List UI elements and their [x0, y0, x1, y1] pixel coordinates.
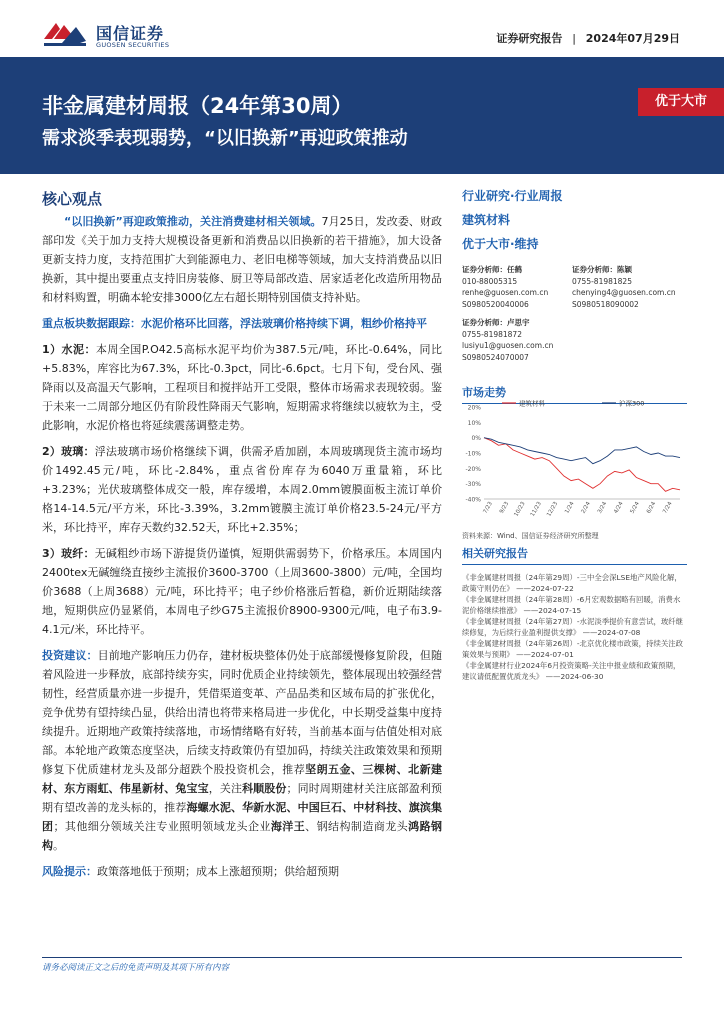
footer-divider	[42, 957, 682, 958]
report-title: 非金属建材周报（24年第30周）	[42, 94, 353, 118]
y-tick-label: 10%	[467, 419, 481, 427]
logo-text-en: GUOSEN SECURITIES	[96, 41, 170, 49]
related-reports	[462, 545, 687, 683]
stock-haiyangwang: 海洋王	[270, 820, 306, 833]
related-title: 《非金属建材周报（24年第27周）-水泥淡季提价有意尝试，玻纤继续修复，为后续行业盈利提供支撑》	[462, 617, 684, 637]
rating-badge: 优于大市	[638, 88, 724, 116]
guosen-logo	[42, 17, 192, 51]
research-type: 行业研究·行业周报	[462, 189, 563, 203]
footer-disclaimer: 请务必阅读正文之后的免责声明及其项下所有内容	[42, 963, 230, 973]
meta-divider: |	[572, 32, 576, 45]
logo-text: 国信证券	[96, 24, 165, 43]
y-tick-label: 0%	[471, 435, 481, 443]
x-tick-label: 1/24	[564, 501, 576, 515]
related-title: 《非金属建材周报（24年第29周）-三中全会深LSE地产风险化解，政策守则仍在》	[462, 573, 682, 593]
related-title: 《非金属建材周报（24年第26周）-北京优化楼市政策，持续关注政策效果与预期》	[462, 639, 684, 659]
report-subtitle: 需求淡季表现弱势，“以旧换新”再迎政策推动	[42, 128, 408, 149]
x-tick-label: 11/23	[529, 501, 543, 518]
legend-label: 沪深300	[619, 399, 645, 408]
risk-lead: 风险提示：	[42, 865, 97, 878]
paragraph-cement	[42, 340, 442, 435]
x-tick-label: 6/24	[645, 501, 658, 515]
analyst-phone: 0755-81981872	[462, 329, 522, 339]
core-heading: 核心观点	[42, 190, 103, 208]
policy-lead: “以旧换新”再迎政策推动，关注消费建材相关领域。	[64, 215, 322, 228]
analyst-license: S0980524070007	[462, 352, 529, 362]
analyst-license: S0980518090002	[572, 299, 639, 309]
report-meta	[496, 30, 680, 46]
right-column	[462, 188, 687, 404]
related-date: ——2024-07-08	[580, 627, 641, 637]
series-line-hs300	[484, 438, 680, 464]
industry-name: 建筑材料	[462, 213, 511, 227]
x-tick-label: 12/23	[546, 501, 560, 518]
paragraph-glass	[42, 442, 442, 537]
policy-text: 7月25日，发改委、财政部印发《关于加力支持大规模设备更新和消费品以旧换新的若干措施》，加大设备更新支持力度，支持范围扩大到能源电力、老旧电梯等领域，加大支持消费品以旧换新，其中提出要重点支持旧房装修、厨卫等局部改造、居家适老化改造所用物品和材料购置，明确本轮安排3000亿左右超长期特别国债支持补贴。	[42, 215, 442, 304]
paragraph-risk	[42, 862, 442, 881]
related-item[interactable]	[462, 573, 687, 594]
logo-icon	[42, 19, 88, 49]
tracking-heading: 重点板块数据跟踪：水泥价格环比回落，浮法玻璃价格持续下调，粗纱价格持平	[42, 317, 427, 330]
related-date: ——2024-06-30	[543, 671, 604, 681]
glass-text: 浮法玻璃市场价格继续下调，供需矛盾加剧，本周玻璃现货主流市场均价1492.45元/吨，环比-2.84%，重点省份库存为6040万重量箱，环比+3.23%；光伏玻璃整体成交一般，库存缓增，本周2.0mm镀膜面板主流订单价格14-14.5元/平方米，环比-3.39%，3.2mm镀膜主流订单价格23.5-24元/平方米，环比持平，库存天数约32.52天，环比+2.35%；	[42, 445, 442, 534]
y-tick-label: -10%	[465, 450, 481, 458]
x-tick-label: 10/23	[513, 501, 527, 518]
analyst-phone: 0755-81981825	[572, 276, 632, 286]
x-tick-label: 3/24	[596, 501, 609, 515]
analyst-email[interactable]: chenying4@guosen.com.cn	[572, 288, 676, 297]
analyst-email[interactable]: renhe@guosen.com.cn	[462, 288, 549, 297]
related-item[interactable]	[462, 639, 687, 660]
analyst-license: S0980520040006	[462, 299, 529, 309]
investment-text-k: 。	[53, 839, 64, 852]
analyst-title: 证券分析师：陈颖	[572, 265, 632, 274]
investment-lead: 投资建议：	[42, 649, 98, 662]
x-tick-label: 9/23	[498, 501, 511, 515]
x-tick-label: 2/24	[580, 501, 592, 515]
related-date: ——2024-07-15	[521, 605, 582, 615]
x-tick-label: 7/23	[482, 501, 494, 515]
watch-stock: 科顺股份	[242, 782, 287, 795]
y-tick-label: -30%	[465, 481, 481, 489]
analyst-3	[462, 317, 553, 363]
recommend-list-2: 海螺水泥、华新水泥、中国巨石、中材科技、旗滨集团	[42, 801, 443, 833]
related-list	[462, 573, 687, 682]
report-type: 证券研究报告	[496, 32, 563, 45]
related-item[interactable]	[462, 661, 687, 682]
analyst-title: 证券分析师：卢思宇	[462, 318, 530, 327]
legend-label: 建筑材料	[519, 399, 545, 408]
market-heading: 市场走势	[462, 384, 687, 404]
y-tick-label: -20%	[465, 465, 481, 473]
glass-lead: 2）玻璃：	[42, 445, 95, 458]
investment-text-g: ；其他细分领域关注专业照明领域龙头企业	[53, 820, 271, 833]
x-tick-label: 5/24	[629, 501, 641, 515]
title-banner	[0, 57, 724, 174]
paragraph-fiberglass	[42, 544, 442, 639]
paragraph-investment	[42, 646, 442, 855]
y-tick-label: -40%	[465, 496, 481, 504]
x-tick-label: 4/24	[613, 501, 625, 515]
y-tick-label: 20%	[467, 404, 481, 412]
cement-lead: 1）水泥：	[42, 343, 96, 356]
risk-text: 政策落地低于预期；成本上涨超预期；供给超预期	[97, 865, 339, 878]
analyst-2	[572, 264, 676, 310]
related-date: ——2024-07-01	[513, 649, 574, 659]
cement-text: 本周全国P.O42.5高标水泥平均价为387.5元/吨，环比-0.64%，同比+5.83%，库容比为67.3%，环比-0.3pct，同比-6.6pct。七月下旬，受台风、强降雨以及高温天气影响，工程项目和搅拌站开工受限，整体市场需求表现较弱。鉴于未来一二周部分地区仍有阶段性降雨天气影响，短期需求将继续以疲软为主，受此影响，水泥价格也将延续震荡调整走势。	[42, 343, 442, 432]
investment-text-i: 、钢结构制造商龙头	[305, 820, 409, 833]
paragraph-policy	[42, 212, 442, 307]
related-date: ——2024-07-22	[513, 583, 574, 593]
fiberglass-text: 无碱粗纱市场下游提货仍谨慎，短期供需弱势下，价格承压。本周国内2400tex无碱缠绕直接纱主流报价3600-3700（上周3600-3800）元/吨，全国均价3688（上周3688）元/吨，环比持平；电子纱价格涨后暂稳，新价近期陆续落地，短期供应仍显紧俏，本周电子纱G75主流报价8900-9300元/吨，电子布3.9-4.1元/米，环比持平。	[42, 547, 443, 636]
investment-text-c: ，关注	[208, 782, 243, 795]
recommend-list-1: 坚朗五金、三棵树、北新建材、东方雨虹、伟星新材、兔宝宝	[42, 763, 443, 795]
report-date: 2024年07月29日	[585, 32, 680, 45]
related-heading: 相关研究报告	[462, 545, 687, 565]
investment-text-a: 目前地产影响压力仍存，建材板块整体仍处于底部缓慢修复阶段，但随着风险进一步释放，底部持续夯实，同时优质企业持续领先，整体展现出较强经营韧性，经营质量亦进一步提升，凭借渠道变革、产品品类和区域布局的扩张优化，竞争优势有望持续凸显，供给出清也将带来格局进一步优化，中长期受益集中度持续提升。近期地产政策持续落地，市场情绪略有好转，当前基本面与估值处相对底部。本轮地产政策态度坚决，后续支持政策仍有望加码，持续关注政策效果和预期修复下优质建材龙头及部分超跌个股投资机会，推荐	[42, 649, 443, 776]
investment-text-e: ；同时周期建材关注底部盈利预期有望改善的龙头标的，推荐	[42, 782, 443, 814]
stock-honglu: 鸿路钢构	[42, 820, 443, 852]
chart-source: 资料来源：Wind、国信证券经济研究所整理	[462, 532, 599, 540]
related-item[interactable]	[462, 595, 687, 616]
fiberglass-lead: 3）玻纤：	[42, 547, 95, 560]
analyst-1	[462, 264, 548, 310]
analyst-title: 证券分析师：任鹤	[462, 265, 522, 274]
related-title: 《非金属建材行业2024年6月投资策略-关注中报业绩和政策预期，建议请低配置优质龙头》	[462, 661, 681, 681]
analyst-block	[462, 260, 687, 410]
analyst-phone: 010-88005315	[462, 276, 518, 286]
x-tick-label: 7/24	[662, 501, 674, 515]
related-item[interactable]	[462, 617, 687, 638]
related-title: 《非金属建材周报（24年第28周）-6月宏观数据略有回暖，消费水泥价格继续推涨》	[462, 595, 681, 615]
core-body	[42, 212, 442, 888]
analyst-email[interactable]: lusiyu1@guosen.com.cn	[462, 341, 554, 350]
industry-rating: 优于大市·维持	[462, 237, 539, 251]
market-chart	[462, 393, 687, 528]
